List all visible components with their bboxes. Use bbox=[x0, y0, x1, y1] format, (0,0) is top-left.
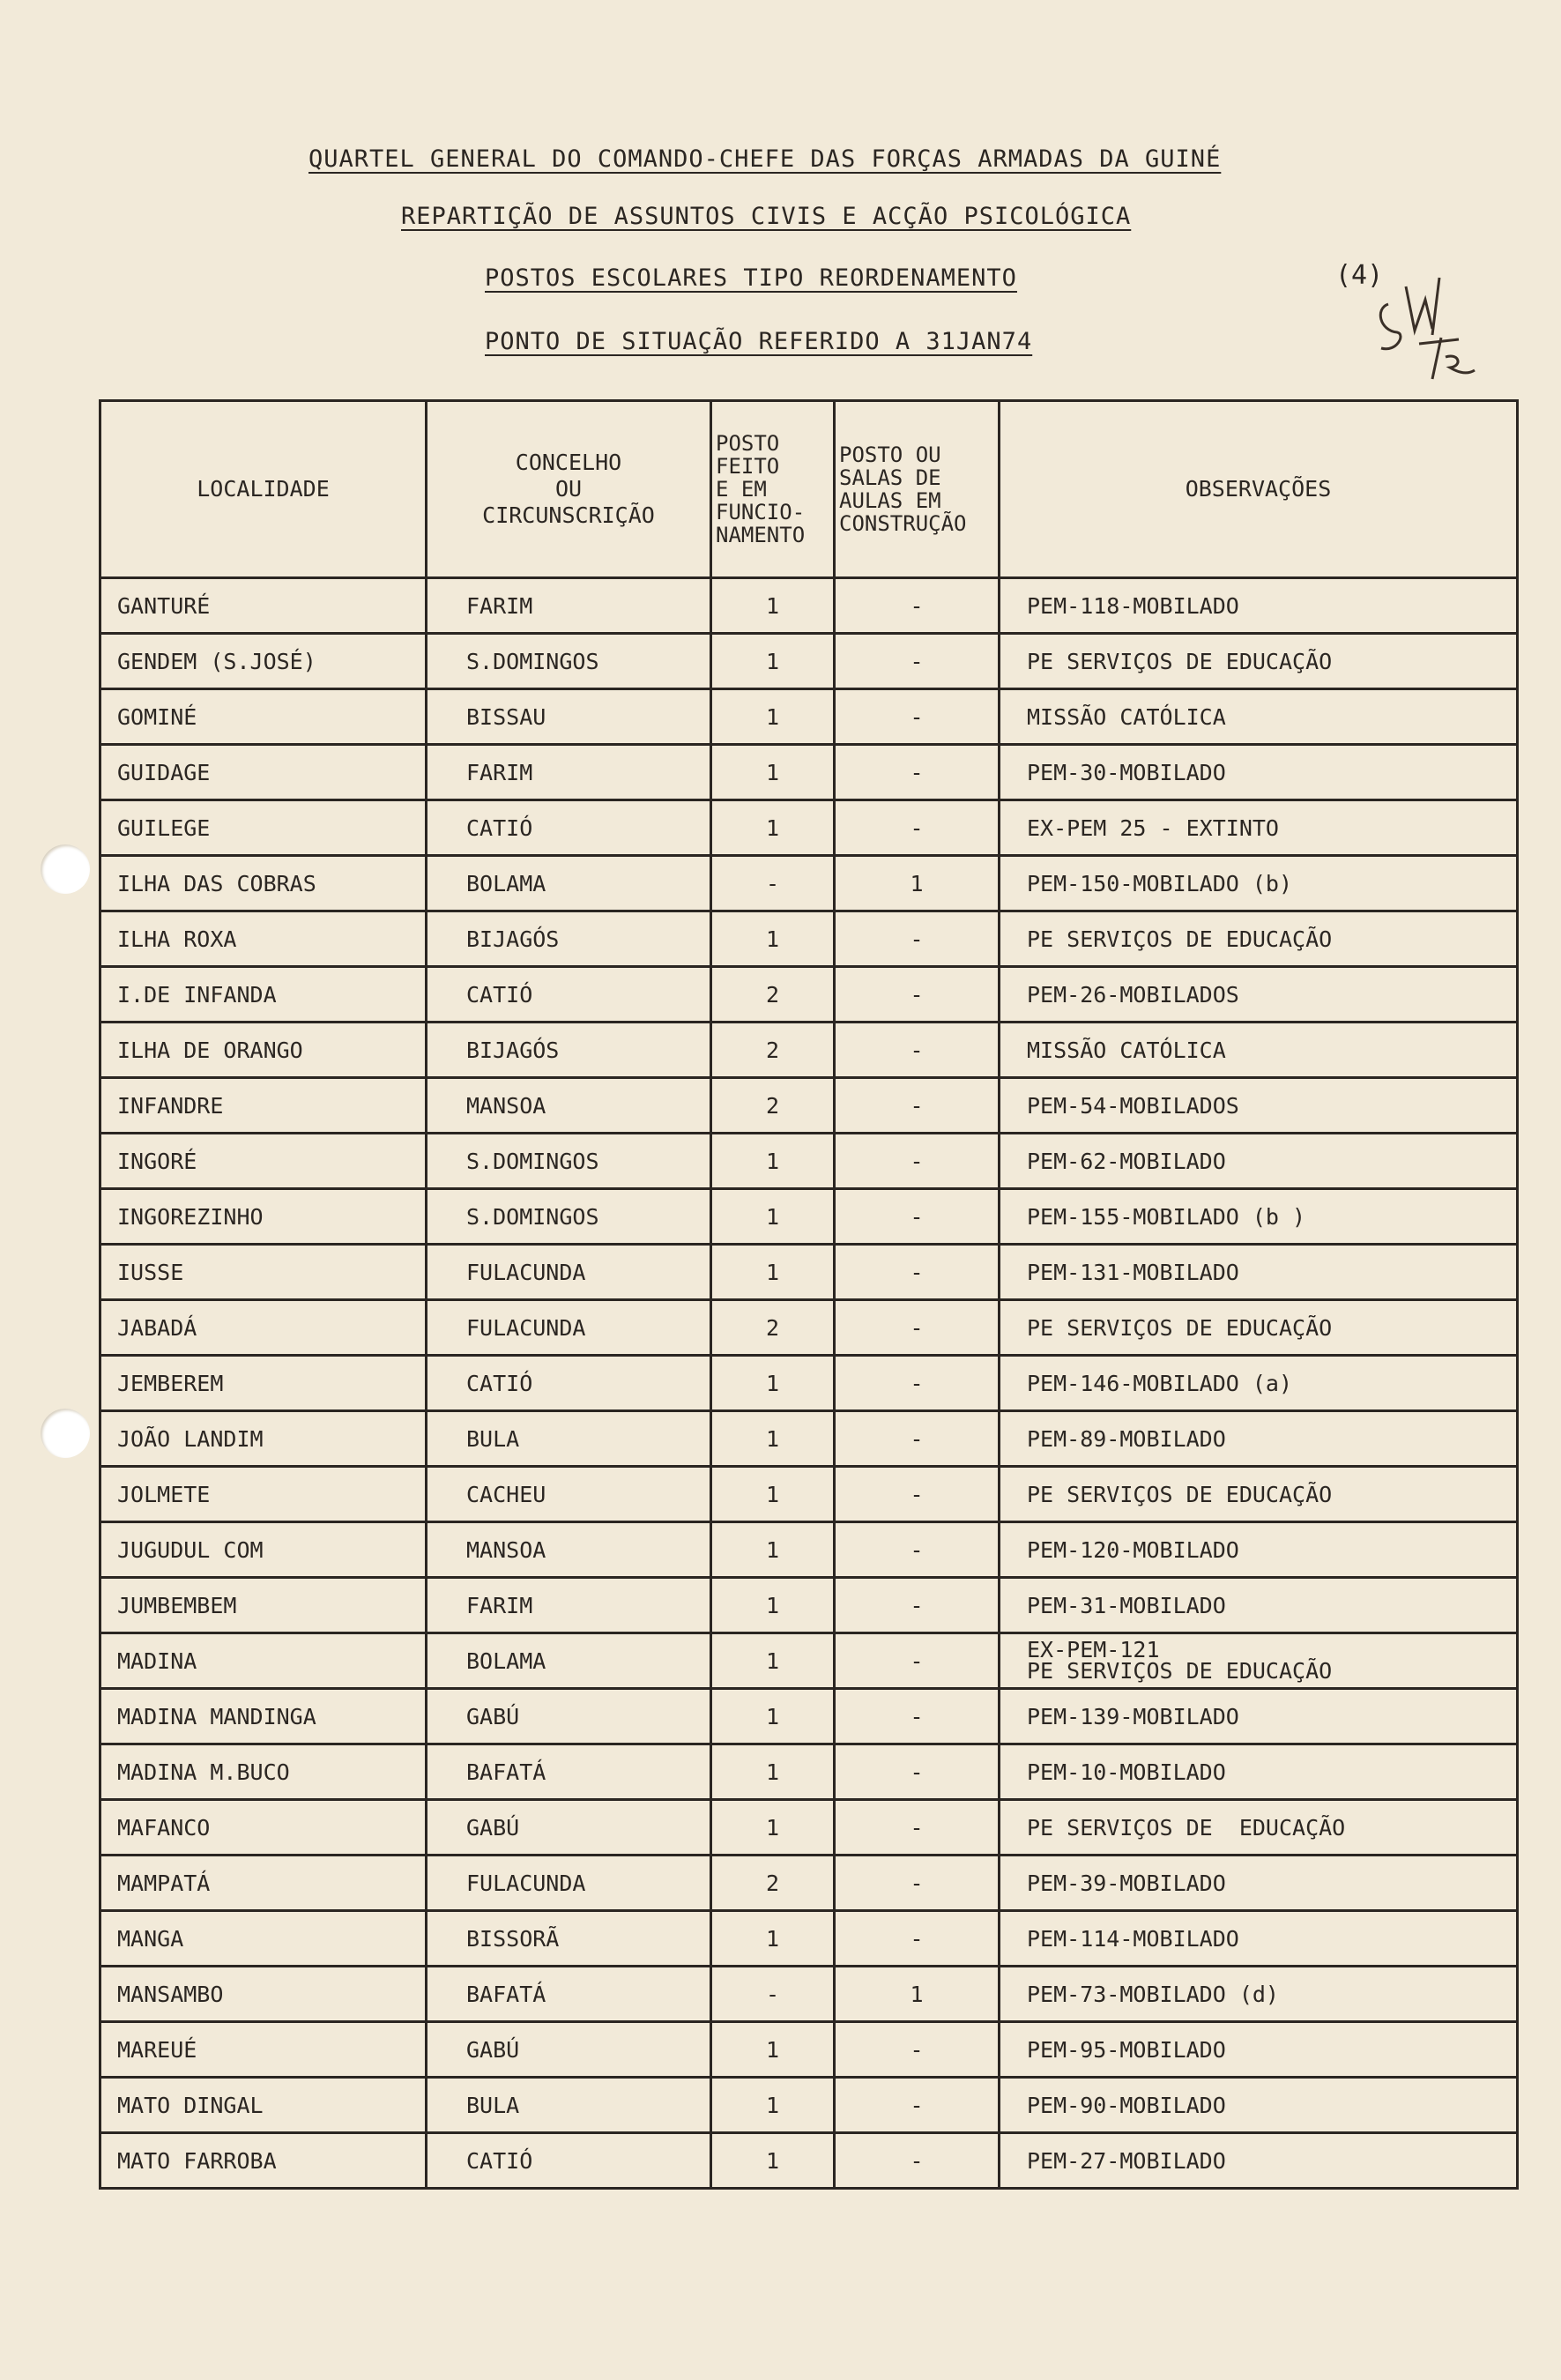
header-posto-line: POSTO bbox=[716, 431, 780, 456]
cell-observacoes bbox=[1000, 1689, 1518, 1744]
cell-observacoes bbox=[1000, 1744, 1518, 1800]
cell-concelho: BIJAGÓS bbox=[427, 911, 711, 967]
cell-posto: - bbox=[711, 1967, 835, 2022]
cell-localidade: JOÃO LANDIM bbox=[100, 1411, 427, 1467]
cell-posto: 2 bbox=[711, 1023, 835, 1078]
cell-posto: 1 bbox=[711, 1744, 835, 1800]
table-row bbox=[100, 1856, 1518, 1911]
cell-posto: - bbox=[711, 856, 835, 911]
schools-table bbox=[99, 399, 1519, 2190]
observacao-line: PEM-95-MOBILADO bbox=[1027, 2036, 1226, 2063]
cell-posto: 1 bbox=[711, 2078, 835, 2133]
table-row bbox=[100, 1689, 1518, 1744]
cell-posto: 1 bbox=[711, 2022, 835, 2078]
cell-salas: - bbox=[835, 1078, 1000, 1134]
cell-posto: 1 bbox=[711, 745, 835, 800]
cell-concelho: BAFATÁ bbox=[427, 1967, 711, 2022]
table-row bbox=[100, 2022, 1518, 2078]
cell-salas: - bbox=[835, 1411, 1000, 1467]
cell-observacoes bbox=[1000, 1245, 1518, 1300]
cell-salas: - bbox=[835, 1800, 1000, 1856]
observacao-line: PEM-150-MOBILADO (b) bbox=[1027, 870, 1293, 896]
cell-salas: - bbox=[835, 1467, 1000, 1522]
cell-posto: 1 bbox=[711, 1467, 835, 1522]
punch-hole-bottom bbox=[41, 1409, 90, 1458]
cell-observacoes bbox=[1000, 1078, 1518, 1134]
cell-posto: 2 bbox=[711, 967, 835, 1023]
cell-salas: 1 bbox=[835, 856, 1000, 911]
cell-localidade: IUSSE bbox=[100, 1245, 427, 1300]
observacao-line: PE SERVIÇOS DE EDUCAÇÃO bbox=[1027, 1814, 1346, 1841]
cell-salas: - bbox=[835, 1578, 1000, 1633]
header-concelho bbox=[427, 401, 711, 578]
cell-observacoes bbox=[1000, 1411, 1518, 1467]
table-row bbox=[100, 1522, 1518, 1578]
table-row bbox=[100, 1967, 1518, 2022]
handwritten-initials bbox=[1371, 269, 1476, 383]
table-row bbox=[100, 634, 1518, 689]
header-salas-line: AULAS EM bbox=[839, 488, 941, 513]
header-posto-line: NAMENTO bbox=[716, 523, 806, 547]
observacao-line: MISSÃO CATÓLICA bbox=[1027, 703, 1226, 730]
header-title-line3: POSTOS ESCOLARES TIPO REORDENAMENTO bbox=[485, 264, 1017, 292]
header-concelho-line: CIRCUNSCRIÇÃO bbox=[482, 502, 655, 528]
cell-salas: - bbox=[835, 1300, 1000, 1356]
cell-posto: 1 bbox=[711, 1578, 835, 1633]
observacao-line: PEM-30-MOBILADO bbox=[1027, 759, 1226, 785]
header-salas-line: SALAS DE bbox=[839, 465, 941, 490]
cell-posto: 1 bbox=[711, 1134, 835, 1189]
table-row bbox=[100, 1578, 1518, 1633]
cell-localidade: GUIDAGE bbox=[100, 745, 427, 800]
cell-concelho: BIJAGÓS bbox=[427, 1023, 711, 1078]
table-row bbox=[100, 1911, 1518, 1967]
cell-posto: 1 bbox=[711, 1245, 835, 1300]
table-row bbox=[100, 911, 1518, 967]
observacao-line: PEM-27-MOBILADO bbox=[1027, 2147, 1226, 2174]
cell-concelho: GABÚ bbox=[427, 1689, 711, 1744]
cell-localidade: ILHA DAS COBRAS bbox=[100, 856, 427, 911]
punch-hole-top bbox=[41, 844, 90, 894]
observacao-line: PE SERVIÇOS DE EDUCAÇÃO bbox=[1027, 926, 1333, 952]
cell-localidade: MANGA bbox=[100, 1911, 427, 1967]
cell-concelho: GABÚ bbox=[427, 1800, 711, 1856]
cell-localidade: GENDEM (S.JOSÉ) bbox=[100, 634, 427, 689]
cell-salas: - bbox=[835, 1522, 1000, 1578]
cell-localidade: MADINA M.BUCO bbox=[100, 1744, 427, 1800]
cell-localidade: JABADÁ bbox=[100, 1300, 427, 1356]
header-title-line2: REPARTIÇÃO DE ASSUNTOS CIVIS E ACÇÃO PSICOLÓGICA bbox=[401, 203, 1132, 230]
table-row bbox=[100, 1467, 1518, 1522]
observacao-line: PEM-120-MOBILADO bbox=[1027, 1536, 1239, 1563]
cell-posto: 2 bbox=[711, 1300, 835, 1356]
cell-salas: - bbox=[835, 2078, 1000, 2133]
cell-posto: 1 bbox=[711, 578, 835, 634]
cell-concelho: BOLAMA bbox=[427, 856, 711, 911]
cell-salas: - bbox=[835, 1023, 1000, 1078]
cell-concelho: FARIM bbox=[427, 578, 711, 634]
cell-localidade: INFANDRE bbox=[100, 1078, 427, 1134]
observacao-line: PEM-39-MOBILADO bbox=[1027, 1870, 1226, 1896]
table-row bbox=[100, 1356, 1518, 1411]
cell-posto: 1 bbox=[711, 1522, 835, 1578]
header-observacoes: OBSERVAÇÕES bbox=[1000, 401, 1518, 578]
cell-observacoes bbox=[1000, 1856, 1518, 1911]
cell-observacoes bbox=[1000, 1023, 1518, 1078]
cell-posto: 1 bbox=[711, 1633, 835, 1689]
cell-observacoes bbox=[1000, 1300, 1518, 1356]
header-concelho-line: OU bbox=[554, 476, 583, 502]
cell-observacoes bbox=[1000, 2078, 1518, 2133]
observacao-line: PEM-114-MOBILADO bbox=[1027, 1925, 1239, 1952]
cell-salas: - bbox=[835, 1856, 1000, 1911]
table-row bbox=[100, 1633, 1518, 1689]
cell-salas: - bbox=[835, 1245, 1000, 1300]
cell-posto: 1 bbox=[711, 1689, 835, 1744]
cell-localidade: I.DE INFANDA bbox=[100, 967, 427, 1023]
header-concelho-line: CONCELHO bbox=[515, 450, 622, 475]
observacao-line: PE SERVIÇOS DE EDUCAÇÃO bbox=[1027, 1481, 1333, 1507]
table-row bbox=[100, 2078, 1518, 2133]
cell-salas: - bbox=[835, 1633, 1000, 1689]
cell-observacoes bbox=[1000, 1578, 1518, 1633]
cell-posto: 1 bbox=[711, 2133, 835, 2189]
cell-observacoes bbox=[1000, 689, 1518, 745]
table-row bbox=[100, 1078, 1518, 1134]
cell-observacoes bbox=[1000, 745, 1518, 800]
cell-salas: - bbox=[835, 1911, 1000, 1967]
cell-observacoes bbox=[1000, 1633, 1518, 1689]
cell-localidade: GOMINÉ bbox=[100, 689, 427, 745]
cell-posto: 1 bbox=[711, 911, 835, 967]
observacao-line: PEM-31-MOBILADO bbox=[1027, 1592, 1226, 1618]
observacao-line: PEM-54-MOBILADOS bbox=[1027, 1092, 1239, 1119]
cell-concelho: BULA bbox=[427, 2078, 711, 2133]
cell-observacoes bbox=[1000, 1467, 1518, 1522]
cell-salas: - bbox=[835, 634, 1000, 689]
cell-concelho: FARIM bbox=[427, 1578, 711, 1633]
cell-localidade: INGOREZINHO bbox=[100, 1189, 427, 1245]
table-row bbox=[100, 800, 1518, 856]
cell-salas: - bbox=[835, 1134, 1000, 1189]
observacao-line: PEM-131-MOBILADO bbox=[1027, 1259, 1239, 1285]
header-posto-line: FUNCIO- bbox=[716, 500, 806, 524]
cell-localidade: MATO FARROBA bbox=[100, 2133, 427, 2189]
observacao-line: PEM-89-MOBILADO bbox=[1027, 1425, 1226, 1452]
observacao-line: PEM-62-MOBILADO bbox=[1027, 1148, 1226, 1174]
cell-observacoes bbox=[1000, 578, 1518, 634]
cell-salas: - bbox=[835, 967, 1000, 1023]
cell-concelho: BULA bbox=[427, 1411, 711, 1467]
cell-observacoes bbox=[1000, 1800, 1518, 1856]
cell-localidade: JUGUDUL COM bbox=[100, 1522, 427, 1578]
cell-salas: 1 bbox=[835, 1967, 1000, 2022]
cell-posto: 1 bbox=[711, 634, 835, 689]
cell-salas: - bbox=[835, 911, 1000, 967]
cell-observacoes bbox=[1000, 634, 1518, 689]
cell-observacoes bbox=[1000, 800, 1518, 856]
cell-observacoes bbox=[1000, 2133, 1518, 2189]
header-posto-line: FEITO bbox=[716, 454, 780, 479]
cell-posto: 1 bbox=[711, 1911, 835, 1967]
cell-localidade: MADINA bbox=[100, 1633, 427, 1689]
cell-concelho: MANSOA bbox=[427, 1522, 711, 1578]
cell-concelho: BOLAMA bbox=[427, 1633, 711, 1689]
cell-concelho: BAFATÁ bbox=[427, 1744, 711, 1800]
table-row bbox=[100, 1245, 1518, 1300]
observacao-line: EX-PEM-121 bbox=[1027, 1637, 1160, 1662]
header-salas-line: POSTO OU bbox=[839, 443, 941, 467]
cell-posto: 1 bbox=[711, 1800, 835, 1856]
cell-observacoes bbox=[1000, 1911, 1518, 1967]
cell-concelho: S.DOMINGOS bbox=[427, 1189, 711, 1245]
cell-concelho: CATIÓ bbox=[427, 1356, 711, 1411]
header-localidade: LOCALIDADE bbox=[100, 401, 427, 578]
observacao-line: PEM-10-MOBILADO bbox=[1027, 1759, 1226, 1785]
cell-localidade: MADINA MANDINGA bbox=[100, 1689, 427, 1744]
observacao-line: PEM-155-MOBILADO (b ) bbox=[1027, 1203, 1306, 1230]
cell-localidade: MANSAMBO bbox=[100, 1967, 427, 2022]
cell-salas: - bbox=[835, 689, 1000, 745]
table-header-row bbox=[100, 401, 1518, 578]
cell-localidade: ILHA DE ORANGO bbox=[100, 1023, 427, 1078]
table-row bbox=[100, 1023, 1518, 1078]
cell-localidade: INGORÉ bbox=[100, 1134, 427, 1189]
cell-concelho: S.DOMINGOS bbox=[427, 1134, 711, 1189]
cell-concelho: BISSORÃ bbox=[427, 1911, 711, 1967]
cell-observacoes bbox=[1000, 1134, 1518, 1189]
cell-concelho: FARIM bbox=[427, 745, 711, 800]
observacao-line: PEM-90-MOBILADO bbox=[1027, 2092, 1226, 2118]
cell-concelho: GABÚ bbox=[427, 2022, 711, 2078]
header-salas bbox=[835, 401, 1000, 578]
cell-posto: 2 bbox=[711, 1856, 835, 1911]
cell-salas: - bbox=[835, 1689, 1000, 1744]
cell-salas: - bbox=[835, 745, 1000, 800]
observacao-line: PEM-73-MOBILADO (d) bbox=[1027, 1981, 1279, 2007]
observacao-line: PE SERVIÇOS DE EDUCAÇÃO bbox=[1027, 1314, 1333, 1341]
table-row bbox=[100, 578, 1518, 634]
cell-localidade: MAFANCO bbox=[100, 1800, 427, 1856]
cell-concelho: FULACUNDA bbox=[427, 1856, 711, 1911]
cell-observacoes bbox=[1000, 1189, 1518, 1245]
observacao-line: PEM-118-MOBILADO bbox=[1027, 592, 1239, 619]
header-title-line4: PONTO DE SITUAÇÃO REFERIDO A 31JAN74 bbox=[485, 328, 1033, 355]
cell-salas: - bbox=[835, 800, 1000, 856]
header-title-line1: QUARTEL GENERAL DO COMANDO-CHEFE DAS FORÇAS ARMADAS DA GUINÉ bbox=[308, 145, 1222, 173]
cell-localidade: JEMBEREM bbox=[100, 1356, 427, 1411]
cell-concelho: FULACUNDA bbox=[427, 1245, 711, 1300]
cell-concelho: BISSAU bbox=[427, 689, 711, 745]
observacao-line: PE SERVIÇOS DE EDUCAÇÃO bbox=[1027, 1658, 1333, 1684]
cell-posto: 1 bbox=[711, 1356, 835, 1411]
cell-observacoes bbox=[1000, 856, 1518, 911]
cell-observacoes bbox=[1000, 1522, 1518, 1578]
cell-localidade: GANTURÉ bbox=[100, 578, 427, 634]
table-row bbox=[100, 2133, 1518, 2189]
cell-localidade: MATO DINGAL bbox=[100, 2078, 427, 2133]
cell-localidade: MAREUÉ bbox=[100, 2022, 427, 2078]
cell-salas: - bbox=[835, 1744, 1000, 1800]
table-row bbox=[100, 1134, 1518, 1189]
cell-observacoes bbox=[1000, 2022, 1518, 2078]
observacao-line: EX-PEM 25 - EXTINTO bbox=[1027, 814, 1279, 841]
cell-localidade: JOLMETE bbox=[100, 1467, 427, 1522]
cell-posto: 1 bbox=[711, 689, 835, 745]
cell-posto: 1 bbox=[711, 1411, 835, 1467]
table-row bbox=[100, 1800, 1518, 1856]
table-row bbox=[100, 856, 1518, 911]
page-number: (4) bbox=[1335, 260, 1384, 291]
table-row bbox=[100, 967, 1518, 1023]
table-row bbox=[100, 745, 1518, 800]
cell-observacoes bbox=[1000, 911, 1518, 967]
cell-localidade: MAMPATÁ bbox=[100, 1856, 427, 1911]
cell-localidade: ILHA ROXA bbox=[100, 911, 427, 967]
cell-concelho: CACHEU bbox=[427, 1467, 711, 1522]
observacao-line: PEM-26-MOBILADOS bbox=[1027, 981, 1239, 1008]
table-row bbox=[100, 689, 1518, 745]
cell-localidade: JUMBEMBEM bbox=[100, 1578, 427, 1633]
table-row bbox=[100, 1411, 1518, 1467]
observacao-line: PE SERVIÇOS DE EDUCAÇÃO bbox=[1027, 648, 1333, 674]
table-row bbox=[100, 1300, 1518, 1356]
cell-observacoes bbox=[1000, 967, 1518, 1023]
cell-posto: 1 bbox=[711, 800, 835, 856]
table-row bbox=[100, 1189, 1518, 1245]
observacao-line: PEM-146-MOBILADO (a) bbox=[1027, 1370, 1293, 1396]
cell-salas: - bbox=[835, 2022, 1000, 2078]
cell-observacoes bbox=[1000, 1356, 1518, 1411]
cell-salas: - bbox=[835, 2133, 1000, 2189]
cell-localidade: GUILEGE bbox=[100, 800, 427, 856]
header-salas-line: CONSTRUÇÃO bbox=[839, 511, 967, 536]
header-posto bbox=[711, 401, 835, 578]
observacao-line: PEM-139-MOBILADO bbox=[1027, 1703, 1239, 1729]
cell-concelho: MANSOA bbox=[427, 1078, 711, 1134]
header-posto-line: E EM bbox=[716, 477, 767, 502]
cell-concelho: CATIÓ bbox=[427, 800, 711, 856]
cell-concelho: CATIÓ bbox=[427, 2133, 711, 2189]
cell-concelho: FULACUNDA bbox=[427, 1300, 711, 1356]
table-row bbox=[100, 1744, 1518, 1800]
cell-concelho: S.DOMINGOS bbox=[427, 634, 711, 689]
cell-posto: 1 bbox=[711, 1189, 835, 1245]
observacao-line: MISSÃO CATÓLICA bbox=[1027, 1037, 1226, 1063]
cell-posto: 2 bbox=[711, 1078, 835, 1134]
cell-salas: - bbox=[835, 578, 1000, 634]
cell-salas: - bbox=[835, 1189, 1000, 1245]
table-body bbox=[100, 578, 1518, 2189]
cell-concelho: CATIÓ bbox=[427, 967, 711, 1023]
cell-observacoes bbox=[1000, 1967, 1518, 2022]
cell-salas: - bbox=[835, 1356, 1000, 1411]
